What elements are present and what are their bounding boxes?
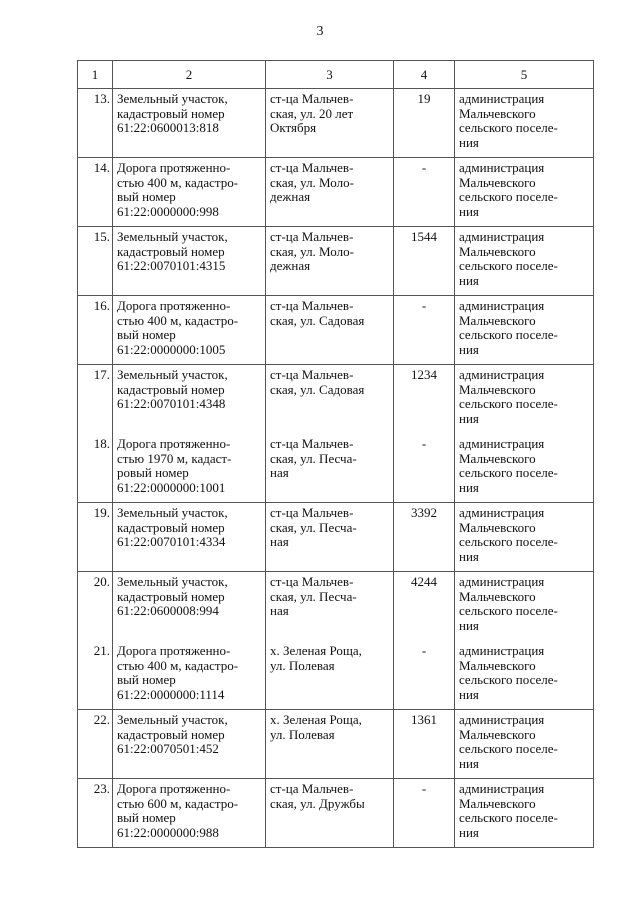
object-description: Земельный участок, кадастровый номер 61:22:0600013:818 <box>113 89 266 158</box>
object-address: ст-ца Мальчев- ская, ул. Садовая <box>266 365 394 434</box>
object-holder: администрация Мальчевского сельского поселе- ния <box>455 572 594 641</box>
object-area: - <box>394 434 455 503</box>
object-address: ст-ца Мальчев- ская, ул. Песча- ная <box>266 572 394 641</box>
object-holder: администрация Мальчевского сельского поселе- ния <box>455 296 594 365</box>
object-address: ст-ца Мальчев- ская, ул. Садовая <box>266 296 394 365</box>
table-row <box>78 710 594 779</box>
object-area: 1544 <box>394 227 455 296</box>
column-header-3: 3 <box>266 61 394 89</box>
object-description: Дорога протяженно- стью 400 м, кадастро- вый номер 61:22:0000000:998 <box>113 158 266 227</box>
table-header-row <box>78 61 594 89</box>
object-area: 3392 <box>394 503 455 572</box>
object-holder: администрация Мальчевского сельского поселе- ния <box>455 434 594 503</box>
object-area: - <box>394 779 455 848</box>
table-row <box>78 503 594 572</box>
object-description: Дорога протяженно- стью 400 м, кадастро- вый номер 61:22:0000000:1114 <box>113 641 266 710</box>
object-area: 1234 <box>394 365 455 434</box>
object-address: ст-ца Мальчев- ская, ул. Песча- ная <box>266 503 394 572</box>
object-description: Земельный участок, кадастровый номер 61:22:0070101:4334 <box>113 503 266 572</box>
object-holder: администрация Мальчевского сельского поселе- ния <box>455 641 594 710</box>
object-area: 1361 <box>394 710 455 779</box>
row-number: 15. <box>78 227 113 296</box>
object-description: Земельный участок, кадастровый номер 61:22:0070101:4348 <box>113 365 266 434</box>
object-area: 4244 <box>394 572 455 641</box>
page-number: 3 <box>316 24 324 39</box>
table-row <box>78 365 594 434</box>
column-header-4: 4 <box>394 61 455 89</box>
object-description: Дорога протяженно- стью 1970 м, кадаст- ровый номер 61:22:0000000:1001 <box>113 434 266 503</box>
table-row <box>78 434 594 503</box>
table-row <box>78 89 594 158</box>
object-address: ст-ца Мальчев- ская, ул. Песча- ная <box>266 434 394 503</box>
row-number: 23. <box>78 779 113 848</box>
object-description: Земельный участок, кадастровый номер 61:22:0600008:994 <box>113 572 266 641</box>
object-holder: администрация Мальчевского сельского поселе- ния <box>455 503 594 572</box>
row-number: 20. <box>78 572 113 641</box>
row-number: 21. <box>78 641 113 710</box>
object-address: х. Зеленая Роща, ул. Полевая <box>266 641 394 710</box>
object-address: ст-ца Мальчев- ская, ул. Дружбы <box>266 779 394 848</box>
object-address: х. Зеленая Роща, ул. Полевая <box>266 710 394 779</box>
row-number: 17. <box>78 365 113 434</box>
object-holder: администрация Мальчевского сельского поселе- ния <box>455 89 594 158</box>
row-number: 19. <box>78 503 113 572</box>
table-row <box>78 779 594 848</box>
column-header-2: 2 <box>113 61 266 89</box>
object-holder: администрация Мальчевского сельского поселе- ния <box>455 227 594 296</box>
object-area: - <box>394 296 455 365</box>
object-address: ст-ца Мальчев- ская, ул. Моло- дежная <box>266 227 394 296</box>
object-description: Дорога протяженно- стью 600 м, кадастро- вый номер 61:22:0000000:988 <box>113 779 266 848</box>
table-row <box>78 158 594 227</box>
object-address: ст-ца Мальчев- ская, ул. Моло- дежная <box>266 158 394 227</box>
object-description: Дорога протяженно- стью 400 м, кадастро- вый номер 61:22:0000000:1005 <box>113 296 266 365</box>
object-description: Земельный участок, кадастровый номер 61:22:0070101:4315 <box>113 227 266 296</box>
row-number: 18. <box>78 434 113 503</box>
object-holder: администрация Мальчевского сельского поселе- ния <box>455 779 594 848</box>
object-description: Земельный участок, кадастровый номер 61:22:0070501:452 <box>113 710 266 779</box>
row-number: 16. <box>78 296 113 365</box>
object-holder: администрация Мальчевского сельского поселе- ния <box>455 158 594 227</box>
row-number: 14. <box>78 158 113 227</box>
table-row <box>78 227 594 296</box>
column-header-5: 5 <box>455 61 594 89</box>
table-row <box>78 572 594 641</box>
object-holder: администрация Мальчевского сельского поселе- ния <box>455 365 594 434</box>
object-area: - <box>394 158 455 227</box>
property-register-table <box>77 60 594 848</box>
table-row <box>78 296 594 365</box>
object-holder: администрация Мальчевского сельского поселе- ния <box>455 710 594 779</box>
table-row <box>78 641 594 710</box>
row-number: 22. <box>78 710 113 779</box>
object-area: 19 <box>394 89 455 158</box>
object-address: ст-ца Мальчев- ская, ул. 20 лет Октября <box>266 89 394 158</box>
row-number: 13. <box>78 89 113 158</box>
object-area: - <box>394 641 455 710</box>
column-header-1: 1 <box>78 61 113 89</box>
